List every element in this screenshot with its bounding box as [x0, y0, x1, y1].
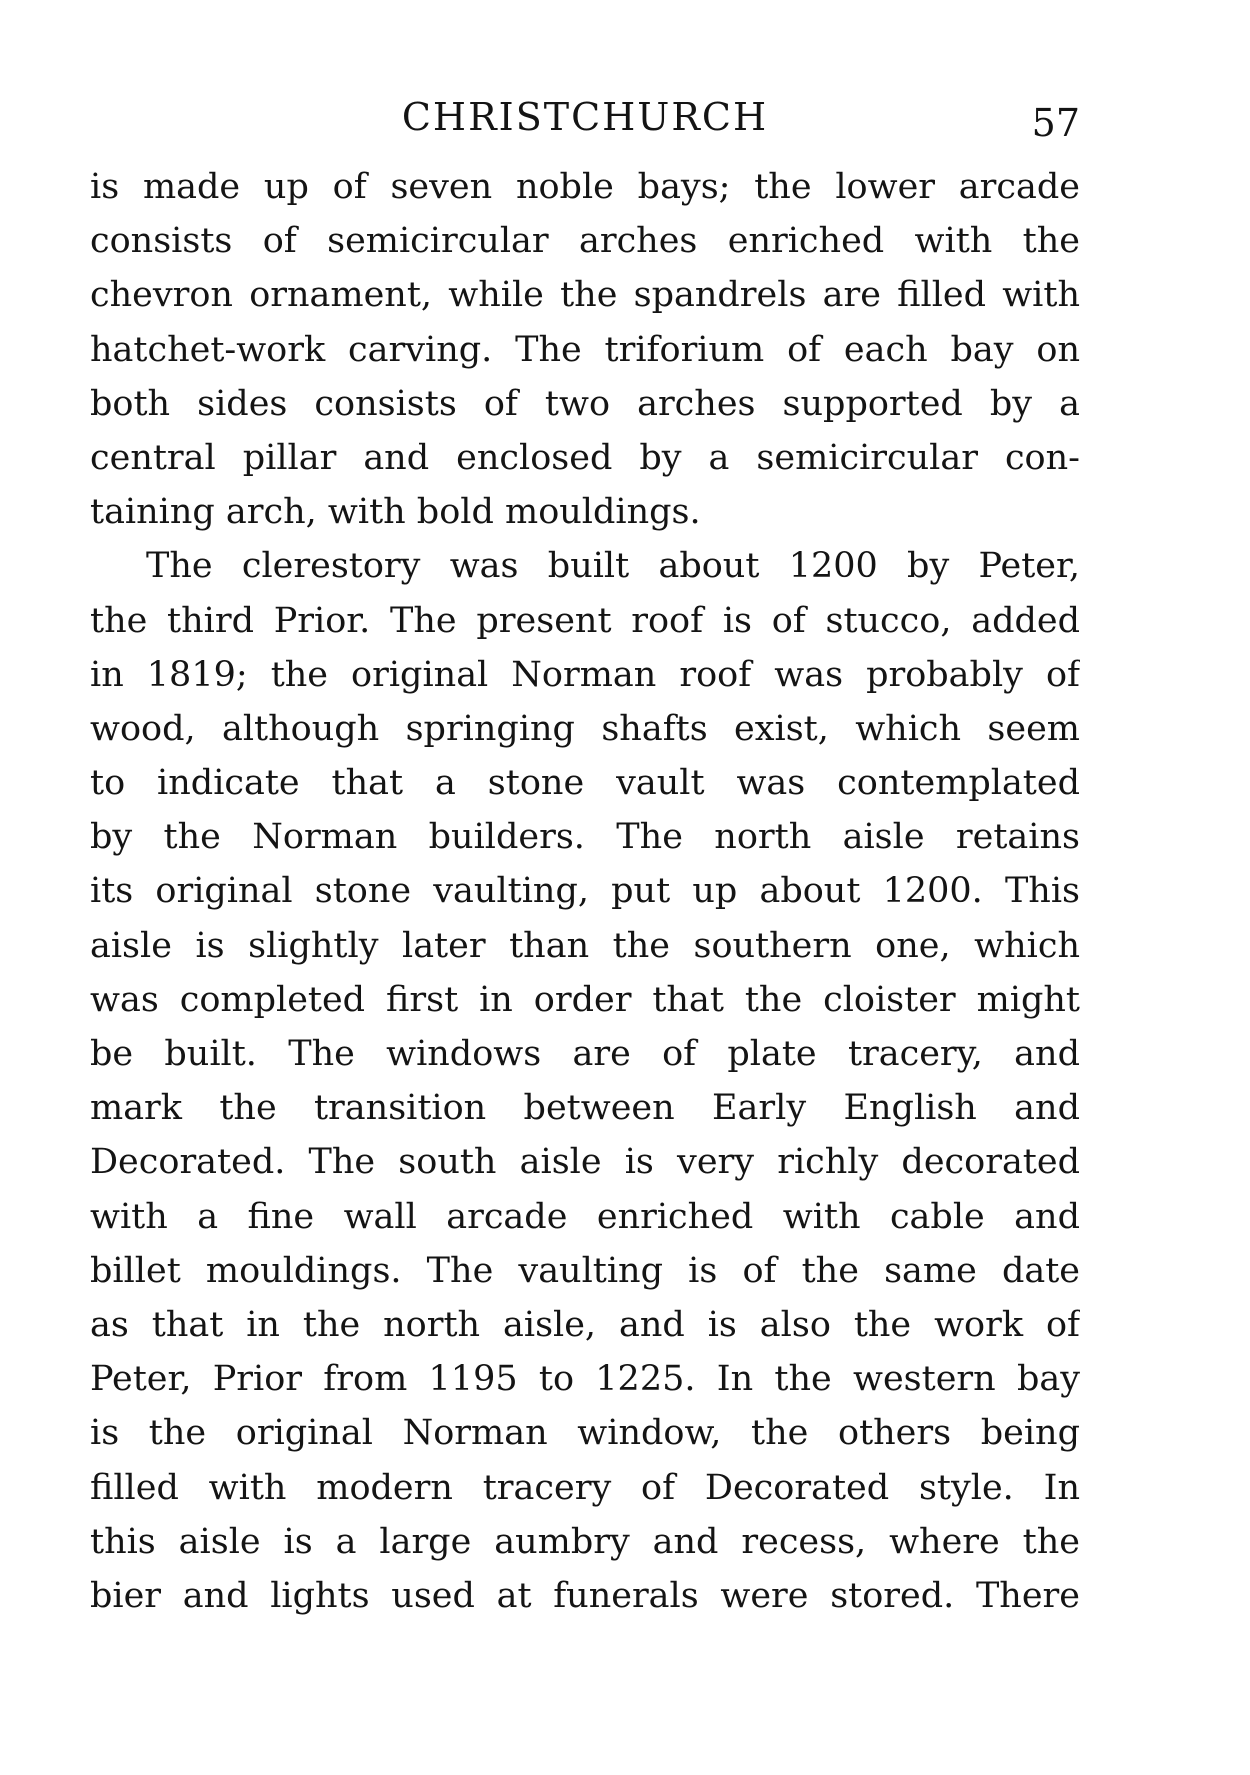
text-line: filled with modern tracery of Decorated style. In [90, 1467, 1080, 1508]
text-line: is made up of seven noble bays; the lower arcade [90, 167, 1080, 207]
text-line: The clerestory was built about 1200 by Peter, [146, 546, 1080, 587]
text-line: chevron ornament, while the spandrels are filled with [90, 275, 1080, 316]
text-line: Peter, Prior from 1195 to 1225. In the western bay [90, 1359, 1080, 1400]
text-line: the third Prior. The present roof is of stucco, added [90, 600, 1080, 641]
text-line: central pillar and enclosed by a semicircular con- [90, 437, 1080, 478]
text-line: this aisle is a large aumbry and recess, where the [90, 1521, 1080, 1562]
text-line: hatchet-work carving. The triforium of each bay on [90, 329, 1080, 370]
text-line: to indicate that a stone vault was contemplated [90, 763, 1080, 804]
text-line: both sides consists of two arches supported by a [90, 383, 1080, 424]
text-line: is the original Norman window, the others being [90, 1413, 1080, 1454]
running-header [90, 92, 1080, 145]
text-line: aisle is slightly later than the southern one, which [90, 925, 1080, 966]
running-title: CHRISTCHURCH [401, 95, 769, 139]
text-line: consists of semicircular arches enriched with the [90, 221, 1080, 262]
text-line: in 1819; the original Norman roof was probably of [90, 654, 1080, 695]
text-line: Decorated. The south aisle is very richly decorated [90, 1142, 1080, 1183]
text-line: wood, although springing shafts exist, which seem [90, 708, 1080, 749]
text-line: taining arch, with bold mouldings. [90, 492, 701, 533]
text-line: as that in the north aisle, and is also the work of [90, 1304, 1080, 1345]
text-line: bier and lights used at funerals were stored. There [90, 1575, 1080, 1616]
page-number: 57 [1031, 101, 1080, 145]
text-line: by the Norman builders. The north aisle retains [90, 817, 1080, 858]
text-line: be built. The windows are of plate tracery, and [90, 1034, 1080, 1074]
text-line: with a fine wall arcade enriched with cable and [90, 1196, 1080, 1237]
text-line: mark the transition between Early English and [90, 1088, 1080, 1129]
text-line: its original stone vaulting, put up about 1200. This [90, 871, 1080, 912]
text-line: was completed first in order that the cloister might [90, 979, 1080, 1020]
text-line: billet mouldings. The vaulting is of the same date [90, 1250, 1080, 1291]
body-text [90, 160, 1080, 1623]
